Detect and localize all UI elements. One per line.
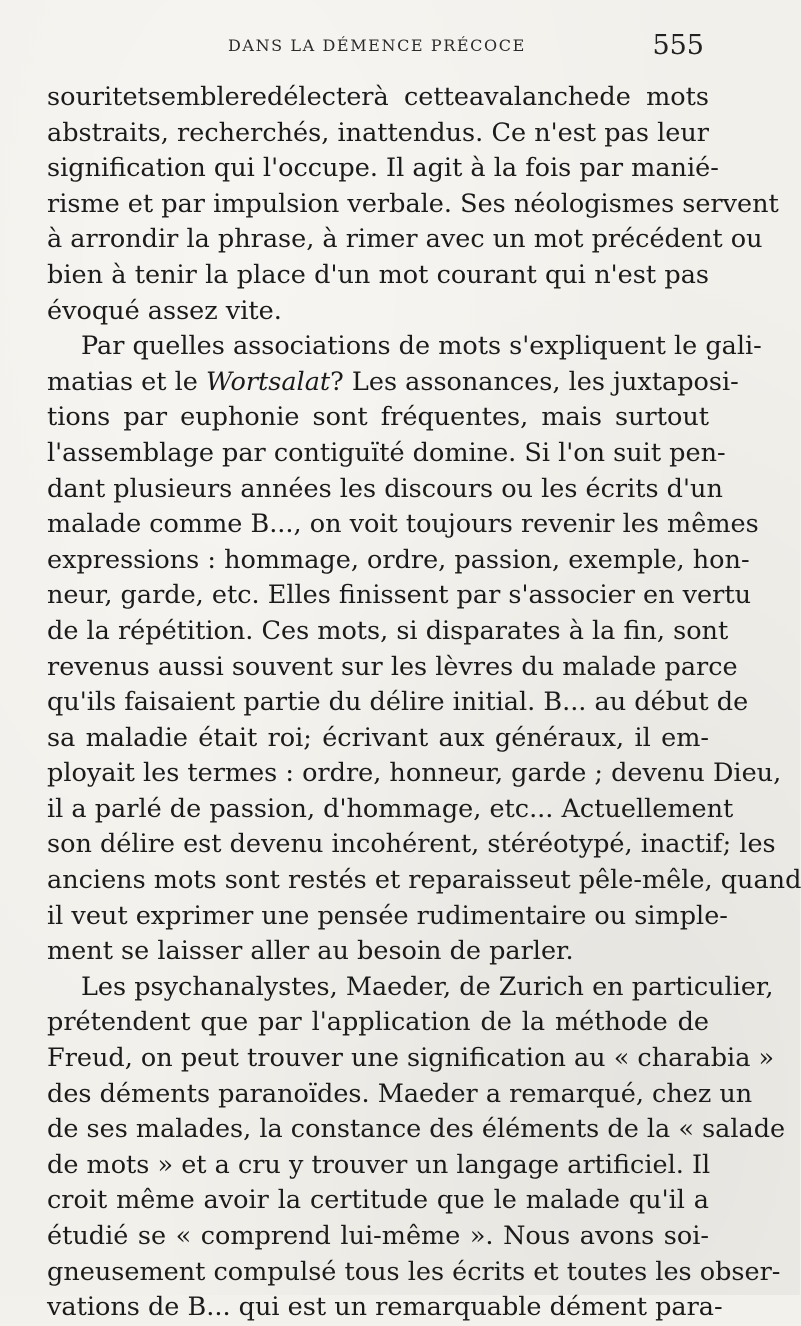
text-line: de mots » et a cru y trouver un langage artificiel. Il <box>47 1149 711 1180</box>
text-line: ment se laisser aller au besoin de parler. <box>47 936 574 967</box>
text-line: bien à tenir la place d'un mot courant qui n'est pas <box>47 259 709 290</box>
text-line: malade comme B..., on voit toujours revenir les mêmes <box>47 509 759 540</box>
page-number: 555 <box>652 30 704 61</box>
text-line: neur, garde, etc. Elles finissent par s'associer en vertu <box>47 580 751 611</box>
text-line: il veut exprimer une pensée rudimentaire ou simple- <box>47 900 728 931</box>
text-line: vations de B... qui est un remarquable dément para- <box>47 1292 723 1323</box>
text-line: tions par euphonie sont fréquentes, mais surtout <box>47 402 709 433</box>
italic-term: Wortsalat <box>205 366 331 397</box>
text-line: signification qui l'occupe. Il agit à la fois par manié- <box>47 153 719 184</box>
text-line: croit même avoir la certitude que le malade qu'il a <box>47 1185 709 1216</box>
text-line: abstraits, recherchés, inattendus. Ce n'est pas leur <box>47 117 709 148</box>
running-title: DANS LA DÉMENCE PRÉCOCE <box>228 36 526 55</box>
text-line: Par quelles associations de mots s'expliquent le gali- <box>81 331 762 362</box>
text-line: des déments paranoïdes. Maeder a remarqué, chez un <box>47 1078 753 1109</box>
text-line: qu'ils faisaient partie du délire initial. B... au début de <box>47 687 749 718</box>
text-line: matias et le Wortsalat? Les assonances, les juxtaposi- <box>47 366 739 397</box>
text-line: son délire est devenu incohérent, stéréotypé, inactif; les <box>47 829 776 860</box>
text-line: l'assemblage par contiguïté domine. Si l'on suit pen- <box>47 437 726 468</box>
text-line: prétendent que par l'application de la méthode de <box>47 1007 709 1038</box>
paragraph <box>47 329 801 970</box>
body-text <box>47 80 801 1326</box>
paragraph <box>47 80 779 329</box>
text-line: risme et par impulsion verbale. Ses néologismes servent <box>47 188 779 219</box>
text-line: anciens mots sont restés et reparaisseut pêle-mêle, quand <box>47 865 801 896</box>
text-line: dant plusieurs années les discours ou les écrits d'un <box>47 473 723 504</box>
text-line: Freud, on peut trouver une signification au « charabia » <box>47 1043 775 1074</box>
text-line: revenus aussi souvent sur les lèvres du malade parce <box>47 651 738 682</box>
text-line: sa maladie était roi; écrivant aux généraux, il em- <box>47 722 709 753</box>
text-line: de la répétition. Ces mots, si disparates à la fin, sont <box>47 615 729 646</box>
text-line: gneusement compulsé tous les écrits et toutes les obser- <box>47 1256 781 1287</box>
text-line: il a parlé de passion, d'hommage, etc... Actuellement <box>47 793 734 824</box>
text-line: Les psychanalystes, Maeder, de Zurich en particulier, <box>81 971 774 1002</box>
text-line: souritetsembleredélecterà cetteavalanchede mots <box>47 82 709 112</box>
text-line: évoqué assez vite. <box>47 295 282 326</box>
text-line: de ses malades, la constance des éléments de la « salade <box>47 1114 786 1145</box>
text-line: à arrondir la phrase, à rimer avec un mot précédent ou <box>47 224 763 255</box>
running-head <box>0 30 800 66</box>
text-line: expressions : hommage, ordre, passion, exemple, hon- <box>47 544 750 575</box>
paragraph <box>47 970 786 1326</box>
text-line: étudié se « comprend lui-même ». Nous avons soi- <box>47 1221 709 1251</box>
text-line: ployait les termes : ordre, honneur, garde ; devenu Dieu, <box>47 758 782 789</box>
